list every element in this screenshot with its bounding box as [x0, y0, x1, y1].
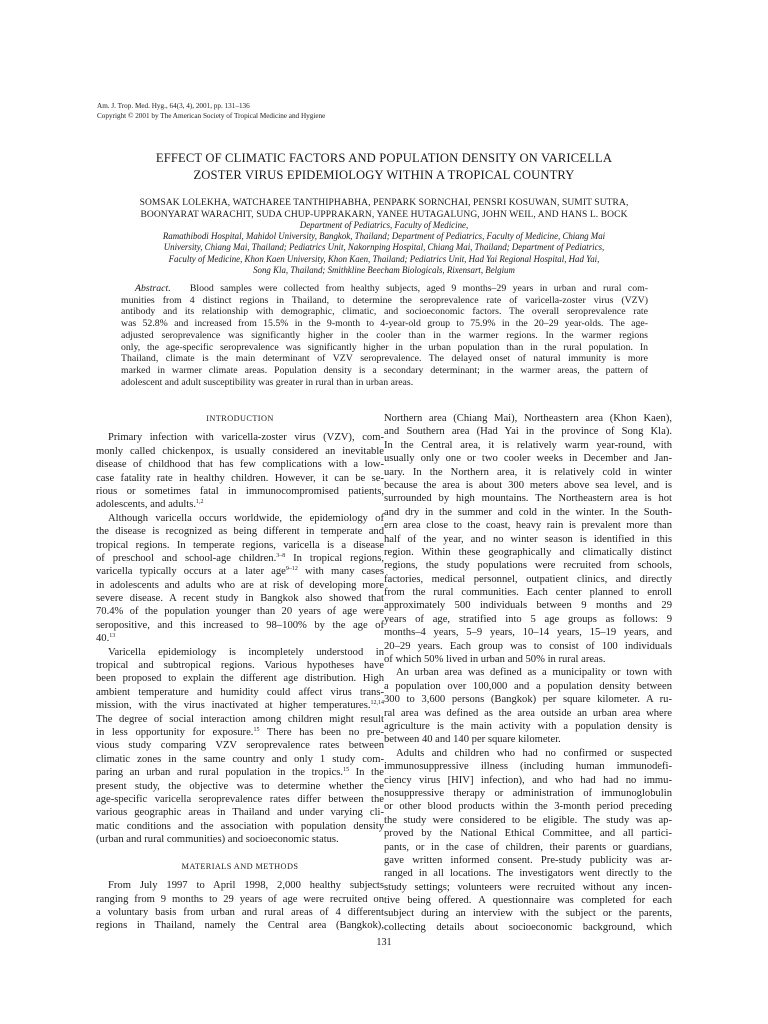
body-line: matic conditions and the association with population density	[96, 820, 384, 832]
author-list	[96, 197, 672, 221]
citation-ref: 9–12	[285, 566, 298, 573]
body-text: adolescents, and adults.	[96, 499, 197, 511]
abstract-line: only, the age-specific seroprevalence was significantly higher in the urban population than in the rural population. In	[121, 341, 648, 353]
body-line: the study were considered to be eligible. The study was ap-	[384, 814, 672, 826]
body-line: in adolescents and adults who are at risk of developing more	[96, 579, 384, 591]
body-line: years of age, stratified into 5 age groups as follows: 9	[384, 613, 672, 625]
abstract-line: was 52.8% and increased from 15.5% in the 9-month to 4-year-old group to 75.9% in the 20–29 year-olds. The age-	[121, 318, 648, 330]
citation-ref: 15	[253, 726, 260, 733]
body-line: 300 to 3,600 persons (Bangkok) per square kilometer. A ru-	[384, 694, 672, 706]
body-line: From July 1997 to April 1998, 2,000 healthy subjects	[108, 880, 384, 892]
body-line: various geographic areas in Thailand and under varying cli-	[96, 807, 384, 819]
body-line: (urban and rural communities) and socioeconomic status.	[96, 834, 339, 846]
body-line: pants, or in the case of children, their parents or guardians,	[384, 841, 672, 853]
body-line: months–4 years, 5–9 years, 10–14 years, 15–19 years, and	[384, 627, 672, 639]
affiliation-line: Faculty of Medicine, Khon Kaen University, Khon Kaen, Thailand; Pediatrics Unit, Had Yai Regional Hospital, Had Yai,	[168, 253, 600, 264]
body-line: and Southern area (Had Yai in the province of Song Kla).	[384, 426, 672, 438]
body-line: ambient temperature and humidity could affect virus trans-	[96, 686, 384, 698]
body-line: subject during an interview with the subject or the parents,	[384, 908, 672, 920]
body-text: In tropical regions,	[285, 552, 384, 564]
body-text: varicella typically occurs at a later age	[96, 566, 286, 578]
body-line	[96, 552, 384, 565]
body-line: The degree of social interaction among children might result	[96, 713, 384, 725]
body-line: usually only one or two cooler weeks in December and Jan-	[384, 453, 672, 465]
body-line: present study, the objective was to determine whether the	[96, 780, 384, 792]
journal-citation: Am. J. Trop. Med. Hyg., 64(3, 4), 2001, pp. 131–136	[97, 102, 250, 110]
abstract-line: marked in warmer climate areas. Population density is a secondary determinant; in the warmer areas, the pattern of	[121, 364, 648, 376]
body-line: uary. In the Northern area, it is relatively cold in winter	[384, 466, 672, 478]
body-line: An urban area was defined as a municipality or town with	[396, 667, 672, 679]
body-line: and dry in the summer and cold in the winter. In the South-	[384, 506, 672, 518]
body-line: a voluntary basis from urban and rural areas of 4 different	[96, 907, 384, 919]
body-line: ciency virus [HIV] infection), and who had had no immu-	[384, 774, 672, 786]
body-line: vious study comparing VZV seroprevalence rates between	[96, 740, 384, 752]
affiliation-line: Ramathibodi Hospital, Mahidol University, Bangkok, Thailand; Department of Pediatrics, Faculty of Medicine, Chiang Mai	[162, 231, 606, 242]
abstract	[121, 283, 648, 388]
body-line: disease of childhood that has few complications with a low-	[96, 459, 384, 471]
body-text: mission, with the virus inactivated at higher temperatures.	[96, 700, 371, 712]
body-line: because the area is about 300 meters above sea level, and is	[384, 479, 672, 491]
body-line: proved by the National Ethical Committee, and all partici-	[384, 828, 672, 840]
body-line: ral area was defined as the area outside an urban area where	[384, 707, 672, 719]
body-line: ranging from 9 months to 29 years of age were recruited on	[96, 893, 384, 905]
body-line: Northern area (Chiang Mai), Northeastern area (Khon Kaen),	[384, 413, 672, 424]
body-line: tropical regions. In temperate regions, varicella is a disease	[96, 539, 384, 551]
body-line: severe disease. A recent study in Bangkok also showed that	[96, 593, 384, 605]
affiliation-line: University, Chiang Mai, Thailand; Pediatrics Unit, Nakornping Hospital, Chiang Mai, Thailand; Department of Pediatrics,	[163, 242, 605, 253]
author-line: BOONYARAT WARACHIT, SUDA CHUP-UPPRAKARN, YANEE HUTAGALUNG, JOHN WEIL, AND HANS L. BOCK	[140, 210, 628, 221]
body-text: paring an urban and rural population in the tropics.	[96, 767, 344, 779]
title-line: ZOSTER VIRUS EPIDEMIOLOGY WITHIN A TROPICAL COUNTRY	[193, 167, 575, 182]
abstract-line: Thailand, climate is the main determinant of VZV seroprevalence. The delayed onset of natural immunity is more	[121, 353, 648, 365]
body-line: the disease is recognized as being different in temperate and	[96, 526, 384, 538]
body-text: 40.	[96, 633, 110, 645]
body-line: regions in Thailand, namely the Central area (Bangkok),	[96, 920, 384, 932]
body-line: been proposed to explain the different age distribution. High	[96, 673, 384, 685]
body-line: approximately 500 individuals between 9 months and 29	[384, 600, 672, 612]
body-line: half of the year, and no winter season is identified in this	[384, 533, 672, 545]
affiliations	[96, 220, 672, 276]
body-line: tropical and subtropical regions. Various hypotheses have	[96, 660, 384, 672]
page-number: 131	[376, 937, 392, 948]
body-line: region. Within these geographically and climatically distinct	[384, 546, 672, 558]
abstract-label: Abstract.	[135, 283, 171, 294]
title-line: EFFECT OF CLIMATIC FACTORS AND POPULATION DENSITY ON VARICELLA	[155, 151, 613, 165]
body-line: seropositive, and this increased to 98–100% by the age of	[96, 619, 384, 631]
body-line: Primary infection with varicella-zoster virus (VZV), com-	[108, 432, 384, 444]
citation-ref: 15	[343, 767, 350, 774]
body-line: Although varicella occurs worldwide, the epidemiology of	[108, 512, 384, 524]
abstract-line	[121, 283, 648, 295]
body-line: nosuppressive therapy or administration of immunoglobulin	[384, 787, 672, 799]
abstract-line: adolescent and adult susceptibility was greater in rural than in urban areas.	[121, 376, 414, 388]
body-line: Varicella epidemiology is incompletely understood in	[108, 646, 384, 658]
copyright-notice: Copyright © 2001 by The American Society of Tropical Medicine and Hygiene	[97, 111, 326, 120]
citation-ref: 13	[109, 633, 116, 640]
body-text: There has been no pre-	[259, 726, 384, 738]
body-line: regions, the study populations were recruited from schools,	[384, 560, 672, 572]
body-line: Adults and children who had no confirmed or suspected	[396, 747, 672, 759]
body-line: or other blood products within the 3-month period preceding	[384, 801, 672, 813]
journal-citation-block	[97, 102, 597, 121]
abstract-line: antibody and its relationship with demographic, climatic, and socioeconomic factors. The overall seroprevalence rate	[121, 306, 648, 318]
body-line: rious or sometimes fatal in immunocompromised patients,	[96, 485, 384, 497]
abstract-line: munities from 4 distinct regions in Thailand, to determine the seroprevalence rate of varicella-zoster virus (VZV)	[121, 294, 648, 306]
body-line: between 40 and 140 per square kilometer.	[384, 734, 561, 746]
body-line: immunosuppressive illness (including human immunodefi-	[384, 761, 672, 773]
right-column	[384, 412, 672, 934]
body-line	[96, 699, 384, 712]
section-heading-methods: MATERIALS AND METHODS	[181, 861, 299, 871]
body-line: monly called chickenpox, is usually considered an inevitable	[96, 445, 384, 457]
left-column	[96, 412, 384, 933]
body-line: gave written informed consent. Pre-study publicity was ar-	[384, 854, 672, 866]
section-heading-introduction: INTRODUCTION	[206, 414, 274, 423]
spacer	[96, 847, 384, 860]
body-line: ern area close to the coast, heavy rain is prevalent more than	[384, 520, 672, 532]
body-line: from the rural communities. Each center planned to enroll	[384, 587, 672, 599]
citation-ref: 12,14	[370, 700, 384, 707]
body-line: of which 50% lived in urban and 50% in rural areas.	[384, 654, 606, 666]
affiliation-line: Department of Pediatrics, Faculty of Medicine,	[299, 220, 469, 230]
body-line: tive being offered. A questionnaire was completed for each	[384, 895, 672, 907]
body-text: in less opportunity for exposure.	[96, 726, 254, 738]
citation-ref: 1,2	[196, 499, 204, 506]
article-title	[96, 150, 672, 183]
abstract-line: adjusted seroprevalence was significantly higher in the cooler than in the warmer regions. In the warmer regions	[121, 329, 648, 341]
body-line: age-specific varicella seroprevalence rates differ between the	[96, 793, 384, 805]
body-line: case fatality rate in healthy children. However, it can be se-	[96, 472, 384, 484]
body-line: 20–29 years. Each group was to consist of 100 individuals	[384, 640, 672, 652]
body-text: of preschool and school-age children.	[96, 552, 277, 564]
citation-ref: 3–8	[276, 552, 286, 559]
body-line	[96, 498, 384, 511]
body-line: collecting details about socioeconomic background, which	[384, 921, 672, 933]
body-line: study settings; volunteers were recruited without any incen-	[384, 881, 672, 893]
body-text: In the	[349, 767, 384, 779]
body-line	[96, 766, 384, 779]
body-line: agriculture is the main activity with a population density is	[384, 720, 672, 732]
body-line: ranged in all locations. The investigators went directly to the	[384, 868, 672, 880]
body-line: In the Central area, it is relatively warm year-round, with	[384, 439, 672, 451]
author-line: SOMSAK LOLEKHA, WATCHAREE TANTHIPHABHA, PENPARK SORNCHAI, PENSRI KOSUWAN, SUMIT SUTRA,	[139, 198, 629, 208]
affiliation-line: Song Kla, Thailand; Smithkline Beecham Biologicals, Rixensart, Belgium	[253, 264, 515, 275]
body-line: a population over 100,000 and a population density between	[384, 680, 672, 692]
body-line: 70.4% of the population younger than 20 years of age were	[96, 606, 384, 618]
body-line: factories, medical personnel, outpatient clinics, and directly	[384, 573, 672, 585]
body-line	[96, 565, 384, 578]
body-line	[96, 726, 384, 739]
abstract-text: Blood samples were collected from healthy subjects, aged 9 months–29 years in urban and rural com-	[189, 283, 648, 294]
body-line: climatic zones in the same country and only 1 study com-	[96, 753, 384, 765]
body-line: surrounded by high mountains. The Northeastern area is hot	[384, 493, 672, 505]
body-text: with many cases	[297, 566, 385, 578]
body-line	[96, 632, 384, 645]
